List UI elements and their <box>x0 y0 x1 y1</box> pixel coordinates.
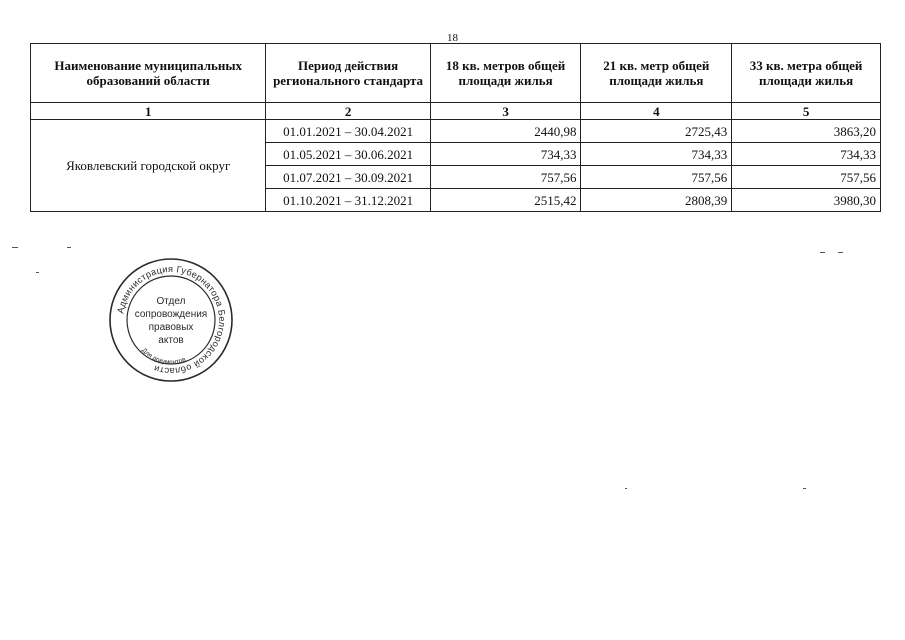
value-33sqm: 3863,20 <box>732 120 881 143</box>
office-stamp <box>107 256 235 384</box>
value-21sqm: 734,33 <box>581 143 732 166</box>
stamp-center-line: актов <box>158 335 184 346</box>
municipality-name: Яковлевский городской округ <box>31 120 266 212</box>
column-number-row <box>31 103 881 120</box>
table-row <box>31 120 881 143</box>
scan-speck <box>67 247 71 248</box>
page-number: 18 <box>447 32 458 44</box>
header-period: Период действия регионального стандарта <box>266 44 430 103</box>
scan-speck <box>625 488 627 489</box>
period-cell: 01.07.2021 – 30.09.2021 <box>266 166 430 189</box>
stamp-center-line: правовых <box>148 322 194 333</box>
value-33sqm: 3980,30 <box>732 189 881 212</box>
value-18sqm: 757,56 <box>430 166 581 189</box>
column-number: 2 <box>266 103 430 120</box>
column-number: 5 <box>732 103 881 120</box>
stamp-lower-text: Для документов <box>140 346 187 367</box>
period-cell: 01.10.2021 – 31.12.2021 <box>266 189 430 212</box>
value-18sqm: 734,33 <box>430 143 581 166</box>
header-33sqm: 33 кв. метра общей площади жилья <box>732 44 881 103</box>
value-21sqm: 2808,39 <box>581 189 732 212</box>
scan-speck <box>820 252 825 253</box>
value-33sqm: 757,56 <box>732 166 881 189</box>
header-21sqm: 21 кв. метр общей площади жилья <box>581 44 732 103</box>
scan-speck <box>838 252 843 253</box>
header-municipality: Наименование муниципальных образований области <box>31 44 266 103</box>
scan-speck <box>12 247 18 248</box>
stamp-center-line: Отдел <box>156 296 186 307</box>
stamp-center-line: сопровождения <box>134 309 208 320</box>
period-cell: 01.01.2021 – 30.04.2021 <box>266 120 430 143</box>
period-cell: 01.05.2021 – 30.06.2021 <box>266 143 430 166</box>
tariff-table <box>30 43 881 212</box>
stamp-inner-ring <box>127 276 215 367</box>
column-number: 4 <box>581 103 732 120</box>
value-18sqm: 2440,98 <box>430 120 581 143</box>
column-number: 1 <box>31 103 266 120</box>
header-row <box>31 44 881 103</box>
header-18sqm: 18 кв. метров общей площади жилья <box>430 44 581 103</box>
column-number: 3 <box>430 103 581 120</box>
scan-speck <box>803 488 806 489</box>
value-33sqm: 734,33 <box>732 143 881 166</box>
value-18sqm: 2515,42 <box>430 189 581 212</box>
stamp-outer-text: Администрация Губернатора Белгородской области <box>115 263 228 377</box>
scan-speck <box>36 272 39 273</box>
value-21sqm: 757,56 <box>581 166 732 189</box>
value-21sqm: 2725,43 <box>581 120 732 143</box>
